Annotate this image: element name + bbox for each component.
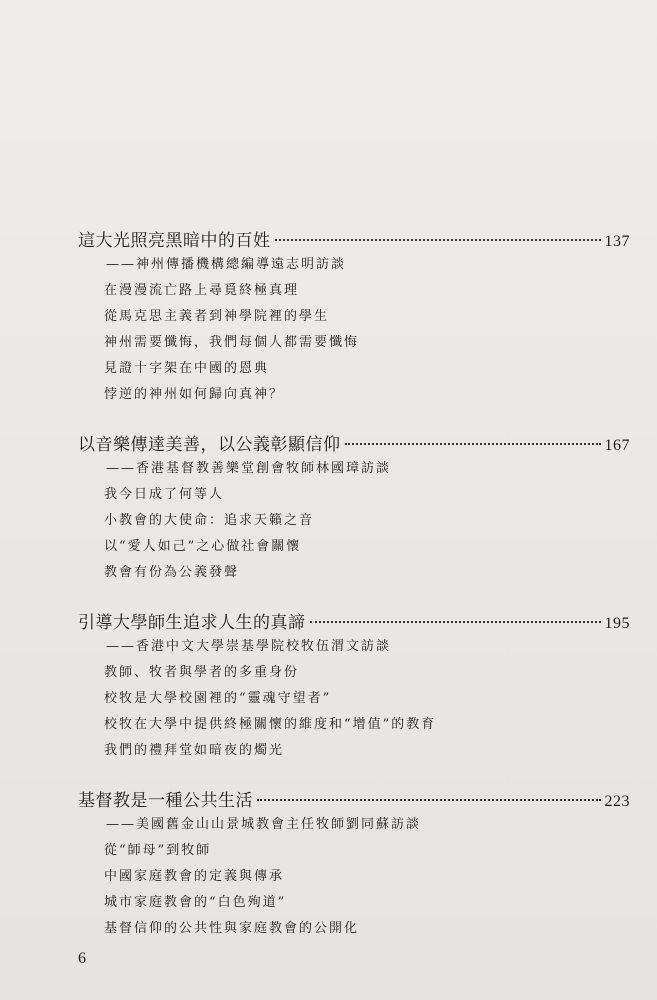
chapter-page-number: 137 bbox=[604, 233, 630, 250]
dot-leader bbox=[257, 799, 601, 801]
section-title: 教會有份為公義發聲 bbox=[104, 565, 240, 580]
chapter-page-number: 167 bbox=[604, 437, 630, 454]
chapter-page-number: 195 bbox=[604, 615, 630, 632]
section-title: 在漫漫流亡路上尋覓終極真理 bbox=[104, 283, 300, 298]
chapter-entry[interactable] bbox=[78, 608, 630, 634]
section-title: 神州需要懺悔，我們每個人都需要懺悔 bbox=[104, 335, 360, 350]
toc-chapter bbox=[78, 608, 630, 764]
chapter-entry[interactable] bbox=[78, 430, 630, 456]
toc-chapter bbox=[78, 226, 630, 408]
chapter-title: 基督教是一種公共生活 bbox=[78, 791, 253, 811]
chapter-title: 引導大學師生追求人生的真諦 bbox=[78, 613, 306, 633]
table-of-contents bbox=[78, 226, 630, 964]
toc-chapter bbox=[78, 430, 630, 586]
section-title: 校牧在大學中提供終極關懷的維度和“增值”的教育 bbox=[104, 717, 437, 732]
section-title: 校牧是大學校園裡的“靈魂守望者” bbox=[104, 691, 332, 706]
interview-subtitle: ——美國舊金山山景城教會主任牧師劉同蘇訪談 bbox=[106, 817, 422, 832]
section-title: 我今日成了何等人 bbox=[104, 487, 225, 502]
page-number: 6 bbox=[78, 950, 86, 967]
chapter-title: 這大光照亮黑暗中的百姓 bbox=[78, 231, 271, 251]
interview-subtitle: ——香港中文大學崇基學院校牧伍渭文訪談 bbox=[106, 639, 392, 654]
chapter-title: 以音樂傳達美善，以公義彰顯信仰 bbox=[78, 435, 341, 455]
chapter-entry[interactable] bbox=[78, 786, 630, 812]
section-title: 小教會的大使命：追求天籟之音 bbox=[104, 513, 315, 528]
interview-subtitle: ——香港基督教善樂堂創會牧師林國璋訪談 bbox=[106, 461, 392, 476]
section-title: 中國家庭教會的定義與傳承 bbox=[104, 869, 285, 884]
dot-leader bbox=[345, 443, 601, 445]
section-title: 悖逆的神州如何歸向真神？ bbox=[104, 387, 285, 402]
section-title: 見證十字架在中國的恩典 bbox=[104, 361, 270, 376]
section-title: 從馬克思主義者到神學院裡的學生 bbox=[104, 309, 330, 324]
section-title: 從“師母”到牧師 bbox=[104, 843, 212, 858]
chapter-entry[interactable] bbox=[78, 226, 630, 252]
section-title: 基督信仰的公共性與家庭教會的公開化 bbox=[104, 921, 360, 936]
interview-subtitle: ——神州傳播機構總編導遠志明訪談 bbox=[106, 257, 347, 272]
toc-chapter bbox=[78, 786, 630, 942]
section-title: 教師、牧者與學者的多重身份 bbox=[104, 665, 300, 680]
dot-leader bbox=[275, 239, 601, 241]
dot-leader bbox=[310, 621, 601, 623]
section-title: 我們的禮拜堂如暗夜的燭光 bbox=[104, 743, 285, 758]
section-title: 以“愛人如己”之心做社會關懷 bbox=[104, 539, 302, 554]
section-title: 城市家庭教會的“白色殉道” bbox=[104, 895, 287, 910]
chapter-page-number: 223 bbox=[604, 793, 630, 810]
